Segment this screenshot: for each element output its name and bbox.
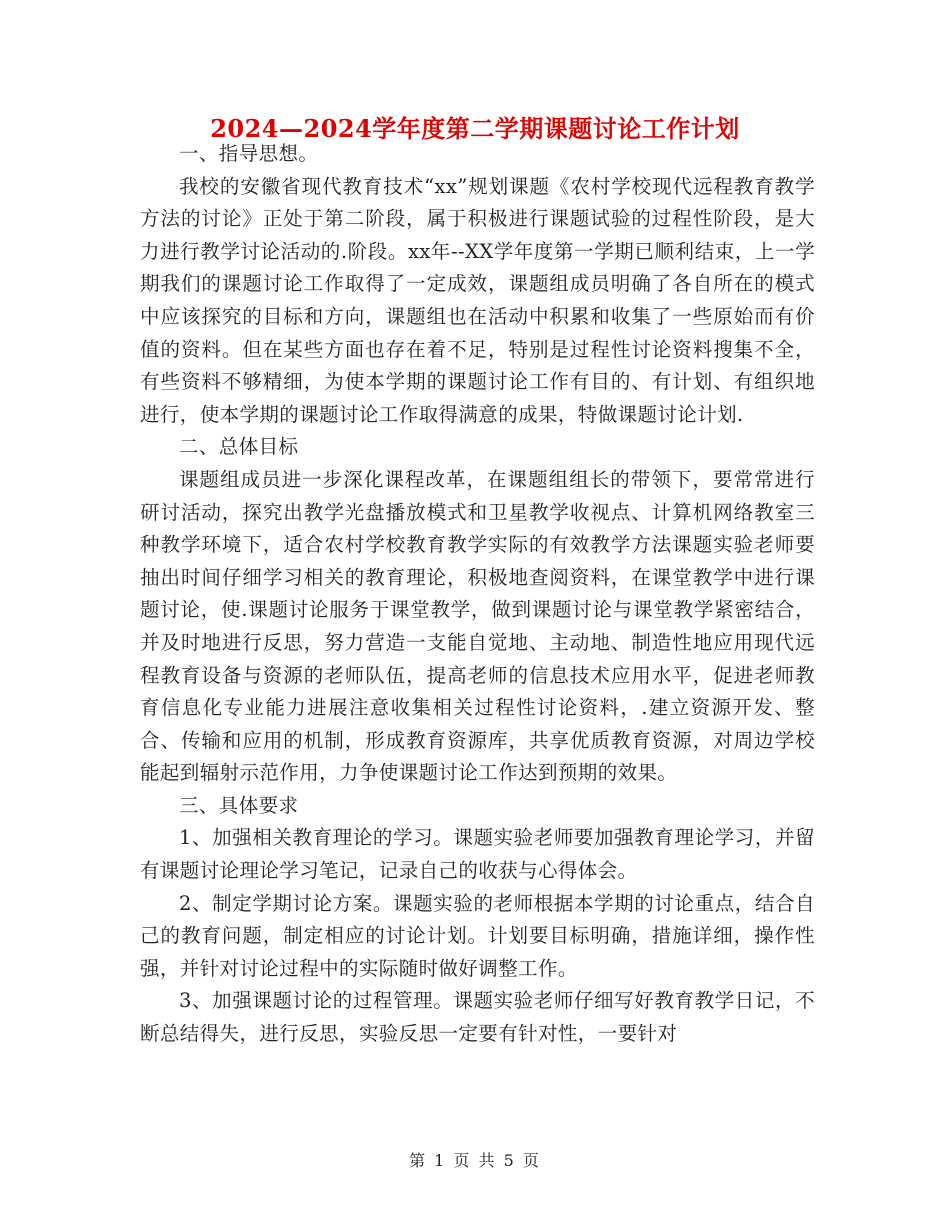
paragraph-requirement-1: 1、加强相关教育理论的学习。课题实验老师要加强教育理论学习，并留有课题讨论理论学习笔记，记录自己的收获与心得体会。 [140, 826, 815, 883]
paragraph-requirement-2: 2、制定学期讨论方案。课题实验的老师根据本学期的讨论重点，结合自己的教育问题，制定相应的讨论计划。计划要目标明确，措施详细，操作性强，并针对讨论过程中的实际随时做好调整工作。 [140, 891, 815, 980]
document-body [140, 138, 815, 1051]
paragraph-background: 我校的安徽省现代教育技术“xx”规划课题《农村学校现代远程教育教学方法的讨论》正处于第二阶段，属于积极进行课题试验的过程性阶段，是大力进行教学讨论活动的.阶段。xx年--XX学年度第一学期已顺利结束，上一学期我们的课题讨论工作取得了一定成效，课题组成员明确了各自所在的模式中应该探究的目标和方向，课题组也在活动中积累和收集了一些原始而有价值的资料。但在某些方面也存在着不足，特别是过程性讨论资料搜集不全，有些资料不够精细，为使本学期的课题讨论工作有目的、有计划、有组织地进行，使本学期的课题讨论工作取得满意的成果，特做课题讨论计划. [140, 174, 815, 426]
page-number-footer: 第 1 页 共 5 页 [409, 1151, 541, 1170]
paragraph-requirement-3: 3、加强课题讨论的过程管理。课题实验老师仔细写好教育教学日记，不断总结得失，进行反思，实验反思一定要有针对性，一要针对 [140, 989, 815, 1046]
document-title: 2024—2024学年度第二学期课题讨论工作计划 [210, 114, 740, 143]
section-heading-guiding-ideology: 一、指导思想。 [179, 142, 319, 165]
section-heading-overall-goals: 二、总体目标 [179, 435, 299, 459]
section-heading-requirements: 三、具体要求 [179, 793, 299, 817]
paragraph-goals: 课题组成员进一步深化课程改革，在课题组组长的带领下，要常常进行研讨活动，探究出教学光盘播放模式和卫星教学收视点、计算机网络教室三种教学环境下，适合农村学校教育教学实际的有效教学方法课题实验老师要抽出时间仔细学习相关的教育理论，积极地查阅资料，在课堂教学中进行课题讨论，使.课题讨论服务于课堂教学，做到课题讨论与课堂教学紧密结合，并及时地进行反思，努力营造一支能自觉地、主动地、制造性地应用现代远程教育设备与资源的老师队伍，提高老师的信息技术应用水平，促进老师教育信息化专业能力进展注意收集相关过程性讨论资料，.建立资源开发、整合、传输和应用的机制，形成教育资源库，共享优质教育资源，对周边学校能起到辐射示范作用，力争使课题讨论工作达到预期的效果。 [140, 467, 815, 785]
